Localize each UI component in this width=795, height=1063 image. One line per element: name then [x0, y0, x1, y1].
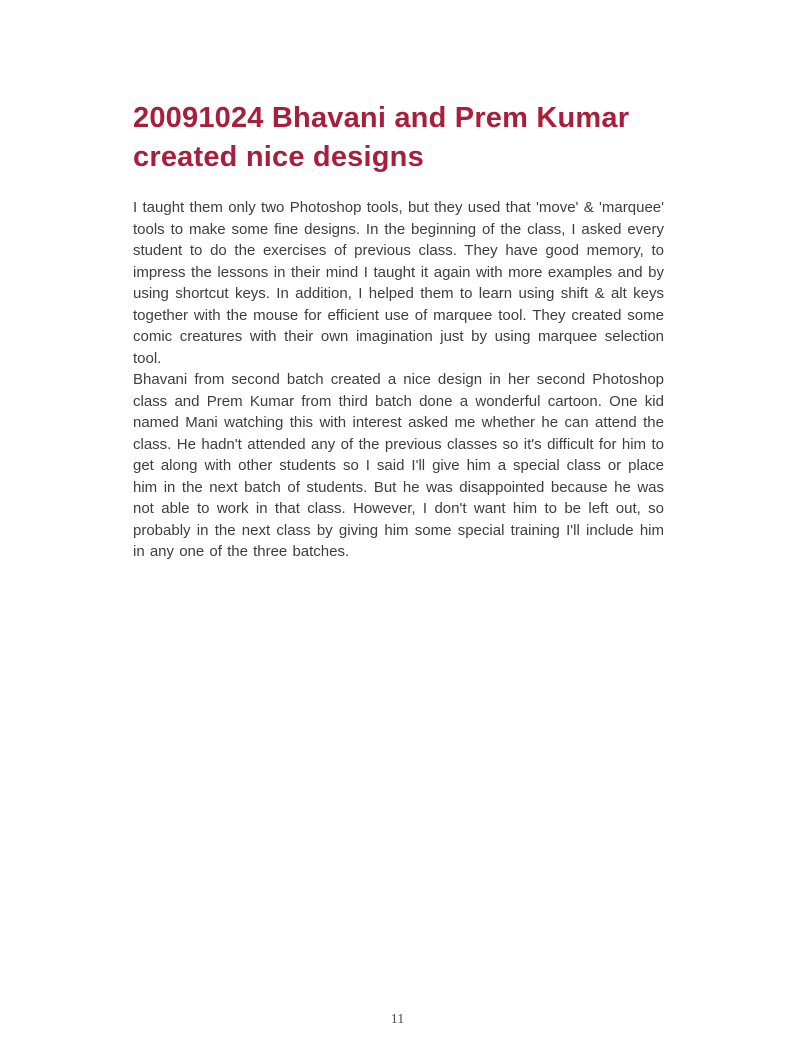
article-content — [133, 99, 664, 563]
page-number: 11 — [390, 1012, 405, 1027]
paragraph-bhavani-premkumar: Bhavani from second batch created a nice design in her second Photoshop class and Prem Kumar from third batch done a wonderful cartoon. One kid named Mani watching this with interest asked me whether he can attend the class. He hadn't attended any of the previous classes so it's difficult for him to get along with other students so I said I'll give him a special class or place him in the next batch of students. But he was disappointed because he was not able to work in that class. However, I don't want him to be left out, so probably in the next class by giving him some special training I'll include him in any one of the three batches. — [133, 371, 664, 560]
paragraph-photoshop-tools: I taught them only two Photoshop tools, but they used that 'move' & 'marquee' tools to make some fine designs. In the beginning of the class, I asked every student to do the exercises of previous class. They have good memory, to impress the lessons in their mind I taught it again with more examples and by using shortcut keys. In addition, I helped them to learn using shift & alt keys together with the mouse for efficient use of marquee tool. They created some comic creatures with their own imagination just by using marquee selection tool. — [133, 199, 664, 367]
page-title: 20091024 Bhavani and Prem Kumar created nice designs — [133, 102, 630, 173]
